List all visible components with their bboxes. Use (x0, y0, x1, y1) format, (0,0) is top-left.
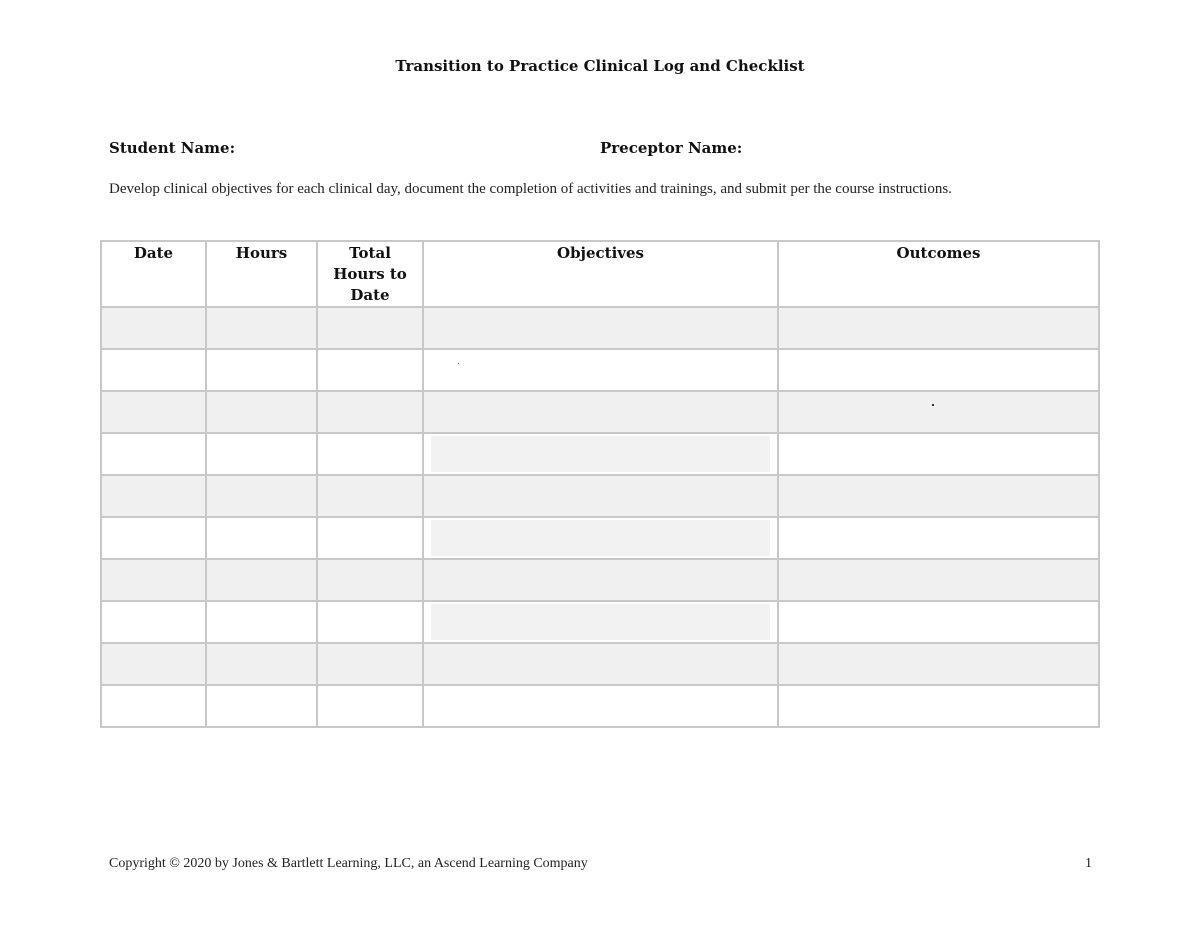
hours-cell[interactable] (206, 559, 317, 601)
objectives-column-header: Objectives (423, 241, 778, 307)
clinical-log-table (100, 240, 1100, 728)
date-cell[interactable] (101, 391, 206, 433)
hours-cell[interactable] (206, 307, 317, 349)
objectives-cell[interactable] (423, 433, 778, 475)
outcomes-cell[interactable] (778, 559, 1099, 601)
total-hours-cell[interactable] (317, 307, 423, 349)
date-cell[interactable] (101, 307, 206, 349)
date-cell[interactable] (101, 475, 206, 517)
hours-cell[interactable] (206, 475, 317, 517)
table-row (101, 475, 1099, 517)
table-row (101, 643, 1099, 685)
total-hours-cell[interactable] (317, 517, 423, 559)
total-hours-cell[interactable] (317, 433, 423, 475)
table-row (101, 601, 1099, 643)
date-column-header: Date (101, 241, 206, 307)
objectives-cell[interactable] (423, 601, 778, 643)
table-row (101, 307, 1099, 349)
outcomes-cell[interactable] (778, 643, 1099, 685)
hours-cell[interactable] (206, 643, 317, 685)
table-row (101, 349, 1099, 391)
objectives-cell[interactable] (423, 643, 778, 685)
date-cell[interactable] (101, 349, 206, 391)
date-cell[interactable] (101, 685, 206, 727)
instructions-text: Develop clinical objectives for each clinical day, document the completion of activities and trainings, and submit per the course instructions. (109, 181, 952, 197)
table-header-row (101, 241, 1099, 307)
date-cell[interactable] (101, 601, 206, 643)
hours-cell[interactable] (206, 433, 317, 475)
objectives-cell[interactable] (423, 475, 778, 517)
outcomes-cell[interactable] (778, 601, 1099, 643)
outcomes-cell[interactable] (778, 433, 1099, 475)
total-hours-cell[interactable] (317, 685, 423, 727)
date-cell[interactable] (101, 559, 206, 601)
objectives-cell[interactable] (423, 391, 778, 433)
page-number: 1 (1085, 856, 1092, 871)
outcomes-cell[interactable] (778, 307, 1099, 349)
text-cursor-mark (458, 363, 459, 364)
objectives-form-field[interactable] (431, 604, 770, 640)
date-cell[interactable] (101, 433, 206, 475)
total-hours-cell[interactable] (317, 601, 423, 643)
outcomes-column-header: Outcomes (778, 241, 1099, 307)
objectives-form-field[interactable] (431, 436, 770, 472)
table-row (101, 685, 1099, 727)
total-hours-cell[interactable] (317, 391, 423, 433)
text-cursor-mark (932, 404, 934, 406)
table-row (101, 391, 1099, 433)
outcomes-cell[interactable] (778, 685, 1099, 727)
total-hours-cell[interactable] (317, 559, 423, 601)
outcomes-cell[interactable] (778, 391, 1099, 433)
outcomes-cell[interactable] (778, 475, 1099, 517)
preceptor-name-label: Preceptor Name: (600, 139, 743, 157)
hours-column-header: Hours (206, 241, 317, 307)
hours-cell[interactable] (206, 685, 317, 727)
date-cell[interactable] (101, 643, 206, 685)
objectives-cell[interactable] (423, 685, 778, 727)
outcomes-cell[interactable] (778, 517, 1099, 559)
hours-cell[interactable] (206, 517, 317, 559)
hours-cell[interactable] (206, 601, 317, 643)
total-hours-cell[interactable] (317, 349, 423, 391)
student-name-label: Student Name: (109, 139, 236, 157)
hours-cell[interactable] (206, 391, 317, 433)
objectives-form-field[interactable] (431, 520, 770, 556)
table-row (101, 433, 1099, 475)
total-hours-cell[interactable] (317, 643, 423, 685)
objectives-cell[interactable] (423, 517, 778, 559)
copyright-footer: Copyright © 2020 by Jones & Bartlett Learning, LLC, an Ascend Learning Company (109, 856, 588, 871)
total-hours-cell[interactable] (317, 475, 423, 517)
objectives-cell[interactable] (423, 349, 778, 391)
table-row (101, 559, 1099, 601)
total-hours-column-header: Total Hours to Date (317, 241, 423, 307)
table-row (101, 517, 1099, 559)
outcomes-cell[interactable] (778, 349, 1099, 391)
hours-cell[interactable] (206, 349, 317, 391)
objectives-cell[interactable] (423, 559, 778, 601)
date-cell[interactable] (101, 517, 206, 559)
document-title: Transition to Practice Clinical Log and Checklist (395, 57, 805, 75)
objectives-cell[interactable] (423, 307, 778, 349)
